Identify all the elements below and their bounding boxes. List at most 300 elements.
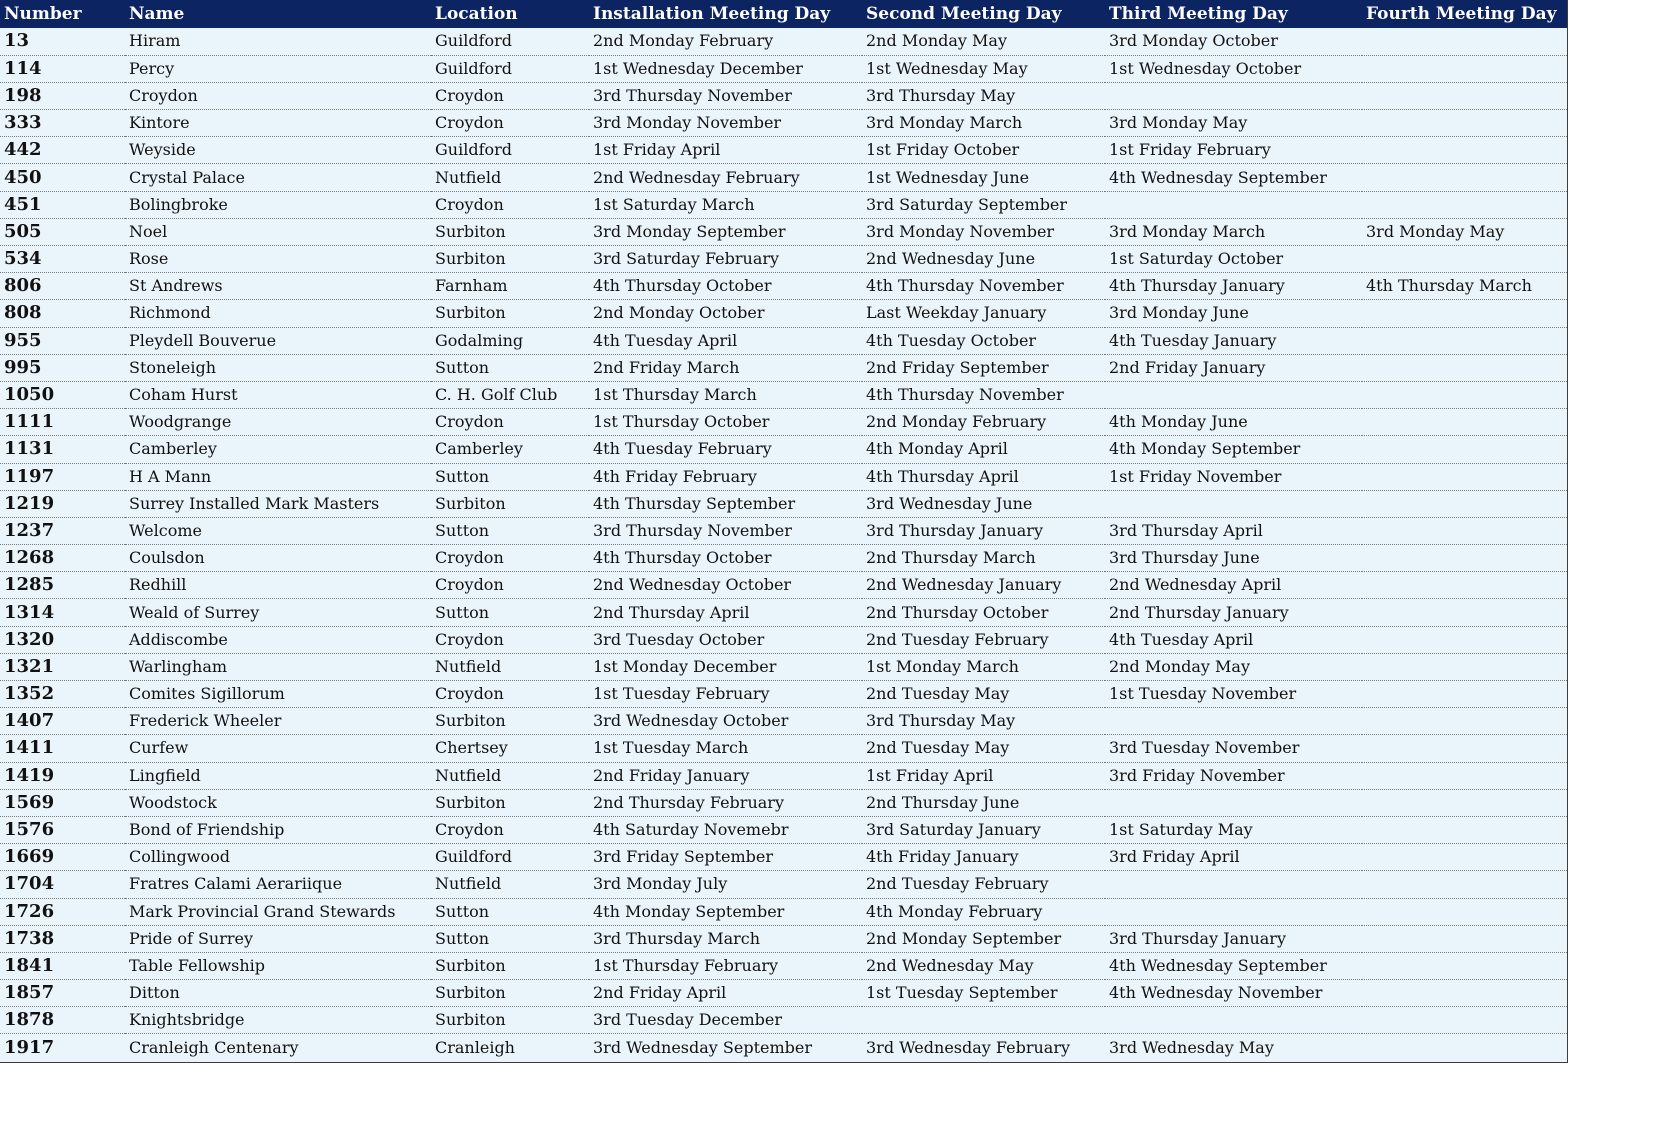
table-row: [0, 980, 1567, 1007]
cell-location: Surbiton: [431, 1007, 589, 1034]
cell-installation-day: 4th Thursday October: [589, 273, 862, 300]
cell-installation-day: 3rd Thursday November: [589, 517, 862, 544]
cell-location: Surbiton: [431, 708, 589, 735]
cell-location: Nutfield: [431, 762, 589, 789]
cell-second-day: 4th Thursday April: [862, 463, 1105, 490]
cell-fourth-day: 3rd Monday May: [1362, 218, 1567, 245]
cell-third-day: [1105, 381, 1362, 408]
cell-number: 534: [0, 246, 125, 273]
cell-number: 1050: [0, 381, 125, 408]
cell-name: Richmond: [125, 300, 431, 327]
cell-location: Chertsey: [431, 735, 589, 762]
cell-number: 1314: [0, 599, 125, 626]
cell-installation-day: 4th Monday September: [589, 898, 862, 925]
cell-second-day: 3rd Thursday May: [862, 708, 1105, 735]
table-row: [0, 381, 1567, 408]
cell-fourth-day: [1362, 572, 1567, 599]
cell-second-day: 2nd Monday May: [862, 28, 1105, 55]
cell-name: Ditton: [125, 980, 431, 1007]
cell-location: Croydon: [431, 409, 589, 436]
cell-number: 1841: [0, 952, 125, 979]
cell-installation-day: 4th Tuesday February: [589, 436, 862, 463]
cell-fourth-day: [1362, 246, 1567, 273]
cell-installation-day: 1st Friday April: [589, 137, 862, 164]
cell-name: Crystal Palace: [125, 164, 431, 191]
cell-name: Pleydell Bouverue: [125, 327, 431, 354]
table-row: [0, 1007, 1567, 1034]
cell-location: Sutton: [431, 463, 589, 490]
table-row: [0, 735, 1567, 762]
cell-name: Knightsbridge: [125, 1007, 431, 1034]
cell-installation-day: 3rd Thursday March: [589, 925, 862, 952]
cell-third-day: 3rd Thursday January: [1105, 925, 1362, 952]
cell-third-day: 1st Tuesday November: [1105, 681, 1362, 708]
cell-installation-day: 2nd Thursday April: [589, 599, 862, 626]
cell-number: 1917: [4, 1036, 55, 1058]
table-row: [0, 681, 1567, 708]
cell-installation-day: 4th Tuesday April: [589, 327, 862, 354]
table-row: [0, 246, 1567, 273]
cell-number: 1111: [0, 409, 125, 436]
cell-installation-day: 2nd Wednesday February: [589, 164, 862, 191]
cell-fourth-day: [1362, 762, 1567, 789]
cell-fourth-day: [1362, 952, 1567, 979]
cell-number: 995: [0, 354, 125, 381]
cell-second-day: 3rd Thursday May: [862, 82, 1105, 109]
cell-fourth-day: [1362, 925, 1567, 952]
table-header: [0, 0, 1567, 28]
cell-name: Redhill: [125, 572, 431, 599]
cell-third-day: 3rd Friday November: [1105, 762, 1362, 789]
table-row: [0, 952, 1567, 979]
cell-fourth-day: [1362, 436, 1567, 463]
cell-installation-day: 2nd Wednesday October: [589, 572, 862, 599]
cell-location: Surbiton: [431, 490, 589, 517]
cell-location: Surbiton: [431, 300, 589, 327]
cell-fourth-day: [1362, 681, 1567, 708]
cell-name: Bolingbroke: [125, 191, 431, 218]
cell-second-day: 4th Monday April: [862, 436, 1105, 463]
cell-number: 1857: [0, 980, 125, 1007]
cell-name: Table Fellowship: [125, 952, 431, 979]
cell-fourth-day: [1362, 409, 1567, 436]
cell-installation-day: 2nd Friday March: [589, 354, 862, 381]
table-row: [0, 925, 1567, 952]
cell-installation-day: 3rd Tuesday October: [589, 626, 862, 653]
cell-third-day: 3rd Thursday April: [1105, 517, 1362, 544]
cell-name: Percy: [125, 55, 431, 82]
cell-third-day: 2nd Monday May: [1105, 653, 1362, 680]
cell-fourth-day: [1362, 354, 1567, 381]
cell-name: Bond of Friendship: [125, 816, 431, 843]
cell-number: 1411: [0, 735, 125, 762]
cell-name: Weald of Surrey: [125, 599, 431, 626]
cell-fourth-day: [1362, 844, 1567, 871]
cell-second-day: 1st Tuesday September: [862, 980, 1105, 1007]
table-row: [0, 409, 1567, 436]
cell-third-day: [1105, 789, 1362, 816]
cell-second-day: 2nd Tuesday February: [862, 871, 1105, 898]
cell-fourth-day: [1362, 626, 1567, 653]
table-row: [0, 871, 1567, 898]
cell-fourth-day: [1362, 1034, 1567, 1061]
cell-fourth-day: [1362, 137, 1567, 164]
cell-second-day: 2nd Monday February: [862, 409, 1105, 436]
cell-installation-day: 3rd Monday July: [589, 871, 862, 898]
cell-second-day: 1st Wednesday May: [862, 55, 1105, 82]
cell-fourth-day: [1362, 871, 1567, 898]
cell-name: Welcome: [125, 517, 431, 544]
table-row: [0, 816, 1567, 843]
cell-number: 806: [0, 273, 125, 300]
cell-number: 1321: [0, 653, 125, 680]
cell-location: Sutton: [431, 599, 589, 626]
cell-third-day: 3rd Tuesday November: [1105, 735, 1362, 762]
cell-name: St Andrews: [125, 273, 431, 300]
cell-second-day: 2nd Tuesday May: [862, 735, 1105, 762]
cell-fourth-day: 4th Thursday March: [1362, 273, 1567, 300]
cell-number: 198: [0, 82, 125, 109]
cell-installation-day: 3rd Monday November: [589, 110, 862, 137]
cell-name: Lingfield: [125, 762, 431, 789]
cell-number: 1131: [0, 436, 125, 463]
column-header-number: Number: [4, 4, 82, 24]
cell-third-day: 4th Tuesday April: [1105, 626, 1362, 653]
cell-location: Croydon: [431, 816, 589, 843]
cell-second-day: 4th Tuesday October: [862, 327, 1105, 354]
cell-second-day: 4th Thursday November: [862, 273, 1105, 300]
cell-third-day: 3rd Thursday June: [1105, 545, 1362, 572]
cell-installation-day: 2nd Monday October: [589, 300, 862, 327]
cell-second-day: 2nd Tuesday February: [862, 626, 1105, 653]
cell-second-day: 3rd Wednesday June: [862, 490, 1105, 517]
cell-location: Nutfield: [431, 164, 589, 191]
cell-second-day: 3rd Monday November: [862, 218, 1105, 245]
table-body: [0, 28, 1567, 1061]
cell-location: Sutton: [431, 925, 589, 952]
table-row: [0, 653, 1567, 680]
cell-number: 1352: [0, 681, 125, 708]
cell-installation-day: 4th Friday February: [589, 463, 862, 490]
cell-second-day: 2nd Friday September: [862, 354, 1105, 381]
cell-number: 1320: [0, 626, 125, 653]
cell-name: Noel: [125, 218, 431, 245]
table-row: [0, 789, 1567, 816]
cell-name: Collingwood: [125, 844, 431, 871]
table-row: [0, 762, 1567, 789]
cell-name: Woodstock: [125, 789, 431, 816]
cell-location: Surbiton: [431, 246, 589, 273]
cell-third-day: [1105, 871, 1362, 898]
column-header-second-day: Second Meeting Day: [866, 4, 1062, 24]
cell-fourth-day: [1362, 545, 1567, 572]
cell-third-day: 4th Wednesday September: [1105, 952, 1362, 979]
cell-installation-day: 1st Thursday February: [589, 952, 862, 979]
cell-fourth-day: [1362, 490, 1567, 517]
cell-name: Surrey Installed Mark Masters: [125, 490, 431, 517]
cell-installation-day: 3rd Thursday November: [589, 82, 862, 109]
table-row: [0, 110, 1567, 137]
cell-third-day: 3rd Friday April: [1105, 844, 1362, 871]
table-row: [0, 137, 1567, 164]
cell-name: Rose: [125, 246, 431, 273]
cell-name: Coulsdon: [125, 545, 431, 572]
cell-second-day: 1st Wednesday June: [862, 164, 1105, 191]
cell-name: Cranleigh Centenary: [129, 1037, 299, 1057]
cell-second-day: 2nd Tuesday May: [862, 681, 1105, 708]
cell-second-day: 3rd Thursday January: [862, 517, 1105, 544]
table-row: [0, 545, 1567, 572]
cell-number: 1268: [0, 545, 125, 572]
cell-second-day: 4th Friday January: [862, 844, 1105, 871]
cell-name: Pride of Surrey: [125, 925, 431, 952]
cell-name: Curfew: [125, 735, 431, 762]
cell-location: Croydon: [431, 110, 589, 137]
table-row: [0, 191, 1567, 218]
cell-installation-day: 3rd Wednesday September: [593, 1037, 812, 1057]
cell-installation-day: 2nd Thursday February: [589, 789, 862, 816]
cell-location: Guildford: [431, 55, 589, 82]
cell-number: 450: [0, 164, 125, 191]
cell-name: Camberley: [125, 436, 431, 463]
cell-installation-day: 1st Monday December: [589, 653, 862, 680]
cell-location: Croydon: [431, 681, 589, 708]
table-row: [0, 490, 1567, 517]
cell-location: Croydon: [431, 82, 589, 109]
cell-fourth-day: [1362, 327, 1567, 354]
cell-fourth-day: [1362, 708, 1567, 735]
cell-number: 114: [0, 55, 125, 82]
cell-installation-day: 1st Thursday March: [589, 381, 862, 408]
header-row: [0, 0, 1567, 28]
cell-number: 333: [0, 110, 125, 137]
cell-fourth-day: [1362, 191, 1567, 218]
cell-third-day: [1105, 191, 1362, 218]
table-row: [0, 28, 1567, 55]
cell-number: 1738: [0, 925, 125, 952]
cell-fourth-day: [1362, 980, 1567, 1007]
cell-third-day: 1st Saturday May: [1105, 816, 1362, 843]
cell-fourth-day: [1362, 517, 1567, 544]
cell-second-day: 3rd Saturday September: [862, 191, 1105, 218]
column-header-installation-day: Installation Meeting Day: [593, 4, 831, 24]
cell-location: Nutfield: [431, 871, 589, 898]
cell-fourth-day: [1362, 28, 1567, 55]
cell-installation-day: 1st Wednesday December: [589, 55, 862, 82]
cell-installation-day: 3rd Monday September: [589, 218, 862, 245]
cell-third-day: 3rd Monday October: [1105, 28, 1362, 55]
cell-second-day: 3rd Wednesday February: [866, 1037, 1071, 1057]
cell-fourth-day: [1362, 816, 1567, 843]
cell-location: Sutton: [431, 517, 589, 544]
table-row: [0, 844, 1567, 871]
cell-third-day: [1105, 708, 1362, 735]
cell-third-day: 2nd Wednesday April: [1105, 572, 1362, 599]
cell-location: Guildford: [431, 844, 589, 871]
table-row: [0, 55, 1567, 82]
cell-name: Coham Hurst: [125, 381, 431, 408]
cell-number: 13: [0, 28, 125, 55]
cell-number: 1569: [0, 789, 125, 816]
table-row: [0, 273, 1567, 300]
cell-third-day: 1st Friday November: [1105, 463, 1362, 490]
cell-number: 1726: [0, 898, 125, 925]
cell-installation-day: 2nd Monday February: [589, 28, 862, 55]
cell-location: Surbiton: [431, 218, 589, 245]
cell-name: Stoneleigh: [125, 354, 431, 381]
cell-location: Guildford: [431, 137, 589, 164]
cell-number: 451: [0, 191, 125, 218]
cell-second-day: 2nd Wednesday May: [862, 952, 1105, 979]
cell-second-day: 1st Friday October: [862, 137, 1105, 164]
cell-location: Nutfield: [431, 653, 589, 680]
cell-third-day: 1st Friday February: [1105, 137, 1362, 164]
cell-fourth-day: [1362, 55, 1567, 82]
cell-name: Croydon: [125, 82, 431, 109]
cell-second-day: 2nd Wednesday January: [862, 572, 1105, 599]
cell-third-day: [1105, 1007, 1362, 1034]
cell-third-day: 3rd Monday March: [1105, 218, 1362, 245]
cell-third-day: 4th Monday June: [1105, 409, 1362, 436]
cell-name: Weyside: [125, 137, 431, 164]
table-row: [0, 327, 1567, 354]
cell-second-day: Last Weekday January: [862, 300, 1105, 327]
cell-number: 808: [0, 300, 125, 327]
cell-number: 1669: [0, 844, 125, 871]
cell-fourth-day: [1362, 82, 1567, 109]
table-row: [0, 218, 1567, 245]
cell-number: 505: [0, 218, 125, 245]
cell-name: Mark Provincial Grand Stewards: [125, 898, 431, 925]
cell-location: Surbiton: [431, 952, 589, 979]
cell-second-day: [862, 1007, 1105, 1034]
table-row: [0, 82, 1567, 109]
cell-fourth-day: [1362, 164, 1567, 191]
table-row: [0, 436, 1567, 463]
table-row: [0, 626, 1567, 653]
cell-location: Surbiton: [431, 789, 589, 816]
cell-third-day: 3rd Monday May: [1105, 110, 1362, 137]
cell-installation-day: 1st Tuesday February: [589, 681, 862, 708]
cell-fourth-day: [1362, 381, 1567, 408]
cell-fourth-day: [1362, 735, 1567, 762]
cell-number: 1237: [0, 517, 125, 544]
cell-fourth-day: [1362, 599, 1567, 626]
cell-number: 1419: [0, 762, 125, 789]
cell-second-day: 1st Monday March: [862, 653, 1105, 680]
cell-third-day: 4th Tuesday January: [1105, 327, 1362, 354]
table-row: [0, 898, 1567, 925]
table-row: [0, 164, 1567, 191]
cell-installation-day: 4th Thursday September: [589, 490, 862, 517]
cell-second-day: 2nd Thursday June: [862, 789, 1105, 816]
cell-location: Croydon: [431, 545, 589, 572]
cell-third-day: 1st Saturday October: [1105, 246, 1362, 273]
cell-second-day: 2nd Thursday October: [862, 599, 1105, 626]
cell-fourth-day: [1362, 789, 1567, 816]
column-header-fourth-day: Fourth Meeting Day: [1366, 4, 1557, 24]
cell-third-day: 2nd Thursday January: [1105, 599, 1362, 626]
cell-second-day: 3rd Saturday January: [862, 816, 1105, 843]
cell-number: 1407: [0, 708, 125, 735]
table-row: [0, 572, 1567, 599]
cell-third-day: 4th Thursday January: [1105, 273, 1362, 300]
cell-location: Surbiton: [431, 980, 589, 1007]
cell-name: Woodgrange: [125, 409, 431, 436]
cell-third-day: [1105, 898, 1362, 925]
cell-fourth-day: [1362, 1007, 1567, 1034]
cell-second-day: 1st Friday April: [862, 762, 1105, 789]
cell-second-day: 3rd Monday March: [862, 110, 1105, 137]
cell-second-day: 2nd Thursday March: [862, 545, 1105, 572]
cell-installation-day: 3rd Saturday February: [589, 246, 862, 273]
cell-name: Hiram: [125, 28, 431, 55]
cell-third-day: 3rd Wednesday May: [1109, 1037, 1274, 1057]
table-row: [0, 463, 1567, 490]
cell-location: Croydon: [431, 191, 589, 218]
cell-installation-day: 2nd Friday April: [589, 980, 862, 1007]
cell-location: Guildford: [431, 28, 589, 55]
cell-name: Warlingham: [125, 653, 431, 680]
cell-second-day: 2nd Wednesday June: [862, 246, 1105, 273]
table-row: [0, 517, 1567, 544]
cell-third-day: [1105, 82, 1362, 109]
cell-installation-day: 3rd Tuesday December: [589, 1007, 862, 1034]
cell-installation-day: 2nd Friday January: [589, 762, 862, 789]
table-row: [0, 354, 1567, 381]
cell-fourth-day: [1362, 300, 1567, 327]
cell-fourth-day: [1362, 898, 1567, 925]
cell-number: 1219: [0, 490, 125, 517]
column-header-name: Name: [129, 4, 185, 24]
cell-number: 955: [0, 327, 125, 354]
cell-number: 1704: [0, 871, 125, 898]
cell-number: 442: [0, 137, 125, 164]
cell-location: Farnham: [431, 273, 589, 300]
cell-location: Croydon: [431, 626, 589, 653]
cell-name: Frederick Wheeler: [125, 708, 431, 735]
table-row: [0, 1034, 1567, 1061]
cell-second-day: 4th Monday February: [862, 898, 1105, 925]
cell-fourth-day: [1362, 463, 1567, 490]
cell-third-day: 4th Monday September: [1105, 436, 1362, 463]
cell-installation-day: 1st Saturday March: [589, 191, 862, 218]
cell-name: Comites Sigillorum: [125, 681, 431, 708]
cell-second-day: 2nd Monday September: [862, 925, 1105, 952]
column-header-third-day: Third Meeting Day: [1109, 4, 1288, 24]
cell-location: Godalming: [431, 327, 589, 354]
table-row: [0, 599, 1567, 626]
cell-name: H A Mann: [125, 463, 431, 490]
cell-fourth-day: [1362, 110, 1567, 137]
cell-location: Sutton: [431, 354, 589, 381]
cell-installation-day: 4th Saturday Novemebr: [589, 816, 862, 843]
cell-second-day: 4th Thursday November: [862, 381, 1105, 408]
cell-third-day: 3rd Monday June: [1105, 300, 1362, 327]
table-row: [0, 708, 1567, 735]
cell-fourth-day: [1362, 653, 1567, 680]
cell-number: 1285: [0, 572, 125, 599]
cell-installation-day: 3rd Friday September: [589, 844, 862, 871]
cell-location: Croydon: [431, 572, 589, 599]
cell-number: 1197: [0, 463, 125, 490]
cell-installation-day: 4th Thursday October: [589, 545, 862, 572]
cell-name: Addiscombe: [125, 626, 431, 653]
cell-name: Kintore: [125, 110, 431, 137]
cell-location: C. H. Golf Club: [431, 381, 589, 408]
cell-installation-day: 1st Tuesday March: [589, 735, 862, 762]
cell-third-day: 4th Wednesday November: [1105, 980, 1362, 1007]
